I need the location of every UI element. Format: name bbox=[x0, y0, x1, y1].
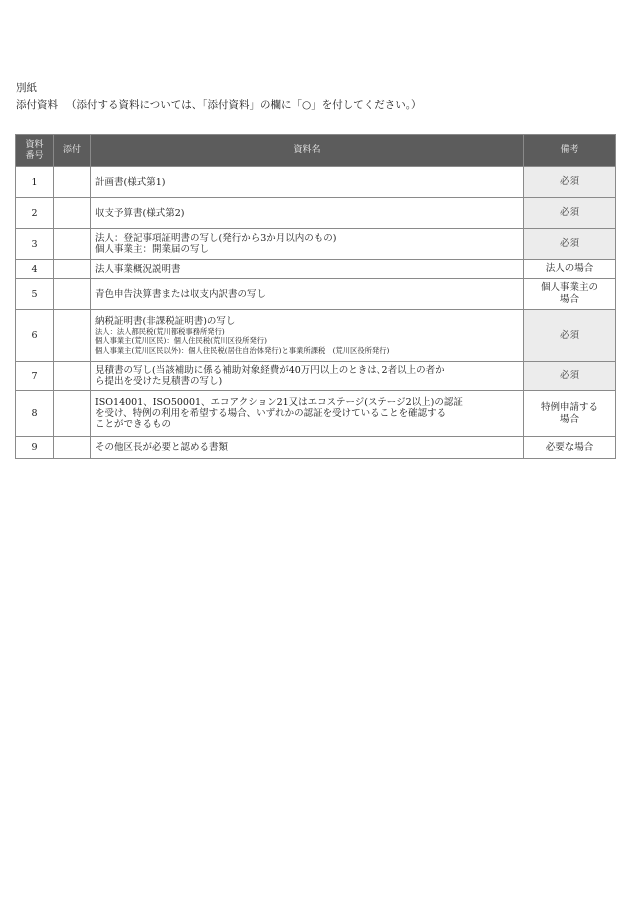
table-row bbox=[16, 391, 616, 437]
document-name-line: 収支予算書(様式第2) bbox=[95, 207, 185, 219]
row-number: 6 bbox=[16, 310, 54, 362]
attached-checkbox-cell[interactable] bbox=[54, 167, 91, 198]
table-header-row bbox=[16, 135, 616, 167]
document-name-line: 法人事業概況説明書 bbox=[95, 263, 181, 275]
document-name bbox=[91, 167, 524, 198]
table-row bbox=[16, 260, 616, 279]
document-name bbox=[91, 229, 524, 260]
document-name-detail: 法人：法人都民税(荒川都税事務所発行) bbox=[95, 326, 225, 336]
header-number-line2: 番号 bbox=[25, 150, 44, 161]
row-number: 7 bbox=[16, 362, 54, 391]
remarks bbox=[524, 279, 616, 310]
document-name-line: 計画書(様式第1) bbox=[95, 176, 166, 188]
remarks: 必須 bbox=[524, 362, 616, 391]
document-name-detail: 個人事業主(荒川区民)：個人住民税(荒川区役所発行) bbox=[95, 336, 267, 346]
document-name-line: ら提出を受けた見積書の写し) bbox=[95, 376, 223, 387]
document-name-line: ことができるもの bbox=[95, 419, 172, 430]
row-number: 8 bbox=[16, 391, 54, 437]
remarks: 法人の場合 bbox=[524, 260, 616, 279]
row-number: 3 bbox=[16, 229, 54, 260]
document-name-line: その他区長が必要と認める書類 bbox=[95, 442, 229, 453]
section-instruction: （添付する資料については、「添付資料」の欄に「○」を付してください。） bbox=[66, 99, 422, 111]
document-name bbox=[91, 362, 524, 391]
document-name bbox=[91, 279, 524, 310]
attached-checkbox-cell[interactable] bbox=[54, 310, 91, 362]
document-name bbox=[91, 437, 524, 459]
remarks-line: 場合 bbox=[559, 294, 579, 305]
header-attached: 添付 bbox=[54, 135, 91, 167]
row-number: 4 bbox=[16, 260, 54, 279]
attached-checkbox-cell[interactable] bbox=[54, 229, 91, 260]
remarks: 必須 bbox=[524, 167, 616, 198]
row-number: 5 bbox=[16, 279, 54, 310]
remarks: 必須 bbox=[524, 310, 616, 362]
attached-checkbox-cell[interactable] bbox=[54, 279, 91, 310]
attached-checkbox-cell[interactable] bbox=[54, 260, 91, 279]
section-title-text: 添付資料 bbox=[16, 99, 58, 111]
remarks-line: 場合 bbox=[559, 413, 579, 425]
table-row bbox=[16, 310, 616, 362]
document-name bbox=[91, 310, 524, 362]
row-number: 2 bbox=[16, 198, 54, 229]
header-number-line1: 資料 bbox=[25, 139, 44, 150]
table-row bbox=[16, 167, 616, 198]
attached-checkbox-cell[interactable] bbox=[54, 362, 91, 391]
table-row bbox=[16, 279, 616, 310]
remarks-line: 個人事業主の bbox=[540, 282, 598, 293]
attached-checkbox-cell[interactable] bbox=[54, 198, 91, 229]
document-name bbox=[91, 260, 524, 279]
remarks: 必要な場合 bbox=[524, 437, 616, 459]
attached-checkbox-cell[interactable] bbox=[54, 391, 91, 437]
document-name-line: 法人：登記事項証明書の写し(発行から3か月以内のもの) bbox=[95, 233, 337, 244]
document-name-line: 青色申告決算書または収支内訳書の写し bbox=[95, 288, 267, 300]
remarks-line: 特例申請する bbox=[540, 401, 598, 413]
attached-checkbox-cell[interactable] bbox=[54, 437, 91, 459]
document-name-line: 納税証明書(非課税証明書)の写し bbox=[95, 315, 236, 327]
row-number: 1 bbox=[16, 167, 54, 198]
document-name-line: ISO14001、ISO50001、エコアクション21又はエコステージ(ステージ2以上)の認証 bbox=[95, 397, 463, 408]
document-name-line: を受け、特例の利用を希望する場合、いずれかの認証を受けていることを確認する bbox=[95, 408, 447, 419]
document-name bbox=[91, 198, 524, 229]
table-row bbox=[16, 437, 616, 459]
document-name-line: 見積書の写し(当該補助に係る補助対象経費が40万円以上のときは､2者以上の者か bbox=[95, 365, 445, 376]
attachment-table bbox=[15, 134, 616, 459]
header-remarks: 備考 bbox=[524, 135, 616, 167]
table-row bbox=[16, 198, 616, 229]
header-document-name: 資料名 bbox=[91, 135, 524, 167]
table-body bbox=[16, 167, 616, 459]
document-name-detail: 個人事業主(荒川区民以外)：個人住民税(居住自治体発行)と事業所課税 (荒川区役所発行) bbox=[95, 345, 390, 355]
document-name-line: 個人事業主：開業届の写し bbox=[95, 244, 210, 255]
attachment-label: 別紙 bbox=[16, 82, 37, 94]
header-number bbox=[16, 135, 54, 167]
remarks: 必須 bbox=[524, 229, 616, 260]
document-name bbox=[91, 391, 524, 437]
table-row bbox=[16, 362, 616, 391]
remarks bbox=[524, 391, 616, 437]
section-title bbox=[16, 98, 421, 112]
remarks: 必須 bbox=[524, 198, 616, 229]
table-row bbox=[16, 229, 616, 260]
row-number: 9 bbox=[16, 437, 54, 459]
